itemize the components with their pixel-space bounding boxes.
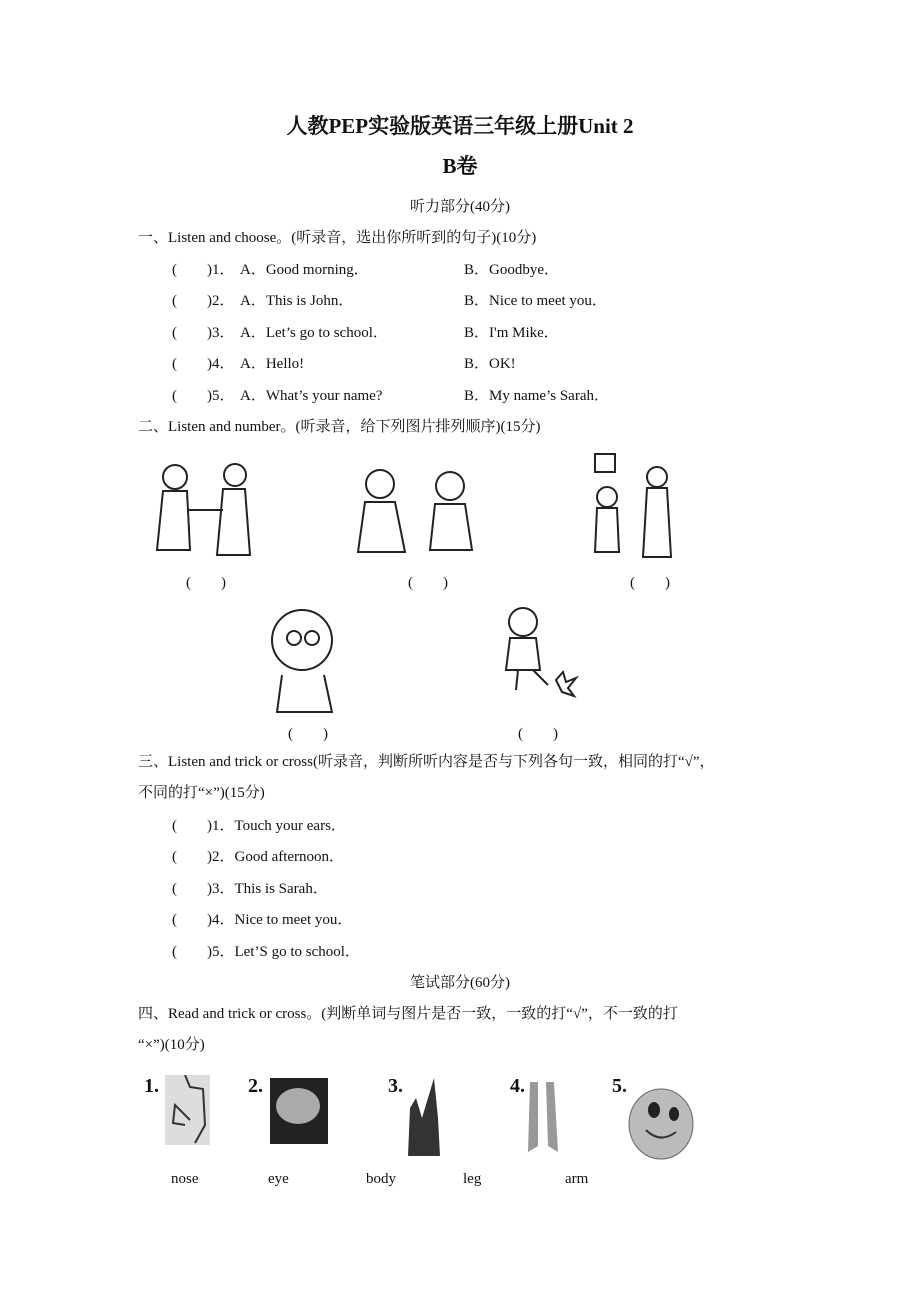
hand-picture <box>402 1078 442 1156</box>
item-number: 1. <box>144 1075 159 1097</box>
writing-header: 笔试部分(60分) <box>410 975 510 991</box>
picture-girl-kicking <box>478 600 588 700</box>
statement-item[interactable]: ( )4．Nice to meet you． <box>172 912 353 928</box>
option-a: A．Good morning． <box>240 262 369 278</box>
word-label: arm <box>565 1171 589 1187</box>
statement-item[interactable]: ( )2．Good afternoon． <box>172 849 345 865</box>
ear-picture <box>270 1078 328 1144</box>
answer-blank[interactable]: ( ) <box>630 575 670 591</box>
statement-item[interactable]: ( )1．Touch your ears． <box>172 818 346 834</box>
picture-boy-touching-ear <box>262 600 342 715</box>
word-label: leg <box>463 1171 482 1187</box>
face-picture <box>628 1088 694 1160</box>
section3-heading-cont: 不同的打“×”)(15分) <box>138 785 265 801</box>
question-blank[interactable]: ( )3． <box>172 325 235 341</box>
option-a: A．What’s your name? <box>240 388 383 404</box>
item-number: 2. <box>248 1075 263 1097</box>
nose-picture <box>165 1075 210 1145</box>
picture-greeting-adults <box>145 455 260 570</box>
option-b: B．Nice to meet you． <box>464 293 607 309</box>
word-label: nose <box>171 1171 199 1187</box>
option-b: B．OK! <box>464 356 516 372</box>
page-title: 人教PEP实验版英语三年级上册Unit 2 <box>286 114 634 138</box>
answer-blank[interactable]: ( ) <box>288 726 328 742</box>
statement-item[interactable]: ( )3．This is Sarah． <box>172 881 328 897</box>
question-blank[interactable]: ( )2． <box>172 293 235 309</box>
statement-item[interactable]: ( )5．Let’S go to school． <box>172 944 360 960</box>
option-b: B．My name’s Sarah． <box>464 388 609 404</box>
section3-heading: 三、Listen and trick or cross(听录音，判断所听内容是否与下列各句一致，相同的打“√”， <box>138 754 715 770</box>
section4-heading: 四、Read and trick or cross。(判断单词与图片是否一致，一致的打“√”，不一致的打 <box>138 1006 678 1022</box>
question-blank[interactable]: ( )4． <box>172 356 235 372</box>
question-blank[interactable]: ( )5． <box>172 388 235 404</box>
option-b: B．Goodbye． <box>464 262 559 278</box>
section4-heading-cont: “×”)(10分) <box>138 1037 205 1053</box>
picture-boy-and-mother <box>585 452 680 562</box>
answer-blank[interactable]: ( ) <box>186 575 226 591</box>
word-label: eye <box>268 1171 289 1187</box>
item-number: 3. <box>388 1075 403 1097</box>
answer-blank[interactable]: ( ) <box>518 726 558 742</box>
legs-picture <box>524 1082 564 1154</box>
item-number: 5. <box>612 1075 627 1097</box>
section1-heading: 一、Listen and choose。(听录音，选出你所听到的句子)(10分) <box>138 230 537 246</box>
picture-two-girls <box>350 462 480 572</box>
listening-header: 听力部分(40分) <box>410 199 510 215</box>
option-a: A．This is John． <box>240 293 354 309</box>
section2-heading: 二、Listen and number。(听录音，给下列图片排列顺序)(15分) <box>138 419 541 435</box>
page-subtitle: B卷 <box>442 154 478 178</box>
word-label: body <box>366 1171 396 1187</box>
answer-blank[interactable]: ( ) <box>408 575 448 591</box>
option-b: B．I'm Mike． <box>464 325 559 341</box>
item-number: 4. <box>510 1075 525 1097</box>
question-blank[interactable]: ( )1． <box>172 262 235 278</box>
option-a: A．Hello! <box>240 356 305 372</box>
option-a: A．Let’s go to school． <box>240 325 388 341</box>
